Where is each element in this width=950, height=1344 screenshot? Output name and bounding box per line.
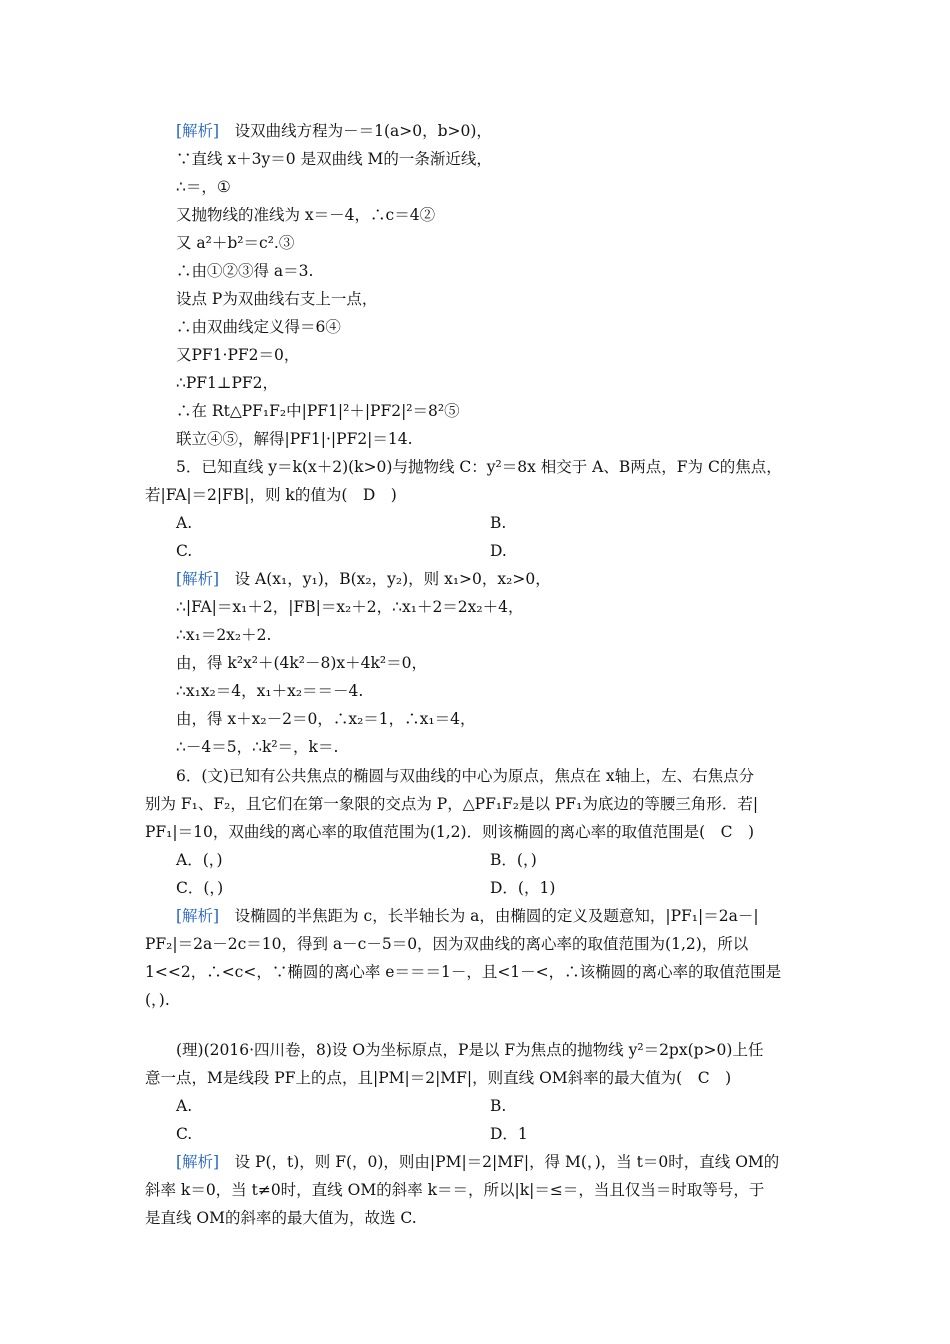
analysis-tag: [解析] xyxy=(176,907,220,925)
analysis-tag: [解析] xyxy=(176,122,220,140)
text-line: 又 a²＋b²＝c².③ xyxy=(176,234,295,252)
question-6-li-stem-cont: 意一点，M是线段 PF上的点，且|PM|＝2|MF|，则直线 OM斜率的最大值为( C ) xyxy=(145,1069,732,1087)
option-c: C．(，) xyxy=(176,879,224,897)
question-6-stem-cont: 别为 F₁、F₂，且它们在第一象限的交点为 P，△PF₁F₂是以 PF₁为底边的等腰三角形．若| xyxy=(145,795,759,813)
text-line: ∴x₁x₂＝4，x₁＋x₂＝＝－4. xyxy=(176,682,364,700)
text-line: ∴由①②③得 a＝3. xyxy=(176,262,314,280)
line-text: 设 A(x₁，y₁)，B(x₂，y₂)，则 x₁>0，x₂>0， xyxy=(219,570,551,588)
text-line: 设点 P为双曲线右支上一点， xyxy=(176,290,378,308)
text-line: 由，得 x＋x₂－2＝0，∴x₂＝1，∴x₁＝4， xyxy=(176,710,476,728)
option-a: A. xyxy=(176,1097,193,1115)
text-line: ∴x₁＝2x₂＋2. xyxy=(176,626,272,644)
text-line: ∴＝，① xyxy=(176,178,231,196)
text-line: ∴PF1⊥PF2， xyxy=(176,374,279,392)
option-c: C. xyxy=(176,542,193,560)
option-b: B. xyxy=(490,514,507,532)
option-c: C. xyxy=(176,1125,193,1143)
text-line: PF₂|＝2a－2c＝10，得到 a－c－5＝0，因为双曲线的离心率的取值范围为(1,2)，所以 xyxy=(145,935,749,953)
text-line: ∵直线 x＋3y＝0 是双曲线 M的一条渐近线， xyxy=(176,150,492,168)
analysis-tag: [解析] xyxy=(176,1153,220,1171)
text-line: 联立④⑤，解得|PF1|·|PF2|＝14. xyxy=(176,430,413,448)
text-line: 斜率 k＝0，当 t≠0时，直线 OM的斜率 k＝＝，所以|k|＝≤＝，当且仅当＝时取等号，于 xyxy=(145,1181,765,1199)
text-line: ∴－4＝5，∴k²＝，k＝. xyxy=(176,738,339,756)
question-6-stem: 6．(文)已知有公共焦点的椭圆与双曲线的中心为原点，焦点在 x轴上，左、右焦点分 xyxy=(176,767,755,785)
option-d: D．(，1) xyxy=(490,879,556,897)
analysis-line xyxy=(176,906,759,926)
question-5-stem-cont: 若|FA|＝2|FB|，则 k的值为( D ) xyxy=(145,486,397,504)
text-line: 1<<2，∴<c<，∵椭圆的离心率 e＝＝＝1－，且<1－<，∴该椭圆的离心率的取值范围是 xyxy=(145,963,782,981)
text-line: 又PF1·PF2＝0， xyxy=(176,346,300,364)
text-line: 又抛物线的准线为 x＝－4，∴c＝4② xyxy=(176,206,436,224)
option-d: D. xyxy=(490,542,507,560)
option-a: A. xyxy=(176,514,193,532)
line-text: 设双曲线方程为－＝1(a>0，b>0)， xyxy=(219,122,492,140)
option-b: B．(，) xyxy=(490,851,537,869)
analysis-line xyxy=(176,1152,779,1172)
text-line: ∴由双曲线定义得＝6④ xyxy=(176,318,341,336)
analysis-line xyxy=(176,569,551,589)
line-text: 设 P(，t)，则 F(，0)，则由|PM|＝2|MF|，得 M(，)，当 t＝0时，直线 OM的 xyxy=(219,1153,780,1171)
option-d: D．1 xyxy=(490,1125,528,1143)
question-5-stem: 5．已知直线 y＝k(x＋2)(k>0)与抛物线 C：y²＝8x 相交于 A、B两点，F为 C的焦点， xyxy=(176,458,782,476)
text-line: 是直线 OM的斜率的最大值为，故选 C. xyxy=(145,1209,417,1227)
option-a: A．(，) xyxy=(176,851,223,869)
analysis-line xyxy=(176,121,492,141)
text-line: ∴|FA|＝x₁＋2，|FB|＝x₂＋2，∴x₁＋2＝2x₂＋4， xyxy=(176,598,524,616)
text-line: (，). xyxy=(145,991,170,1009)
analysis-tag: [解析] xyxy=(176,570,220,588)
option-b: B. xyxy=(490,1097,507,1115)
text-line: ∴在 Rt△PF₁F₂中|PF1|²＋|PF2|²＝8²⑤ xyxy=(176,402,460,420)
text-line: 由，得 k²x²＋(4k²－8)x＋4k²＝0， xyxy=(176,654,427,672)
question-6-stem-cont: PF₁|＝10，双曲线的离心率的取值范围为(1,2)．则该椭圆的离心率的取值范围是( C ) xyxy=(145,823,755,841)
question-6-li-stem: (理)(2016·四川卷，8)设 O为坐标原点，P是以 F为焦点的抛物线 y²＝2px(p>0)上任 xyxy=(176,1041,764,1059)
line-text: 设椭圆的半焦距为 c，长半轴长为 a，由椭圆的定义及题意知，|PF₁|＝2a－| xyxy=(219,907,759,925)
